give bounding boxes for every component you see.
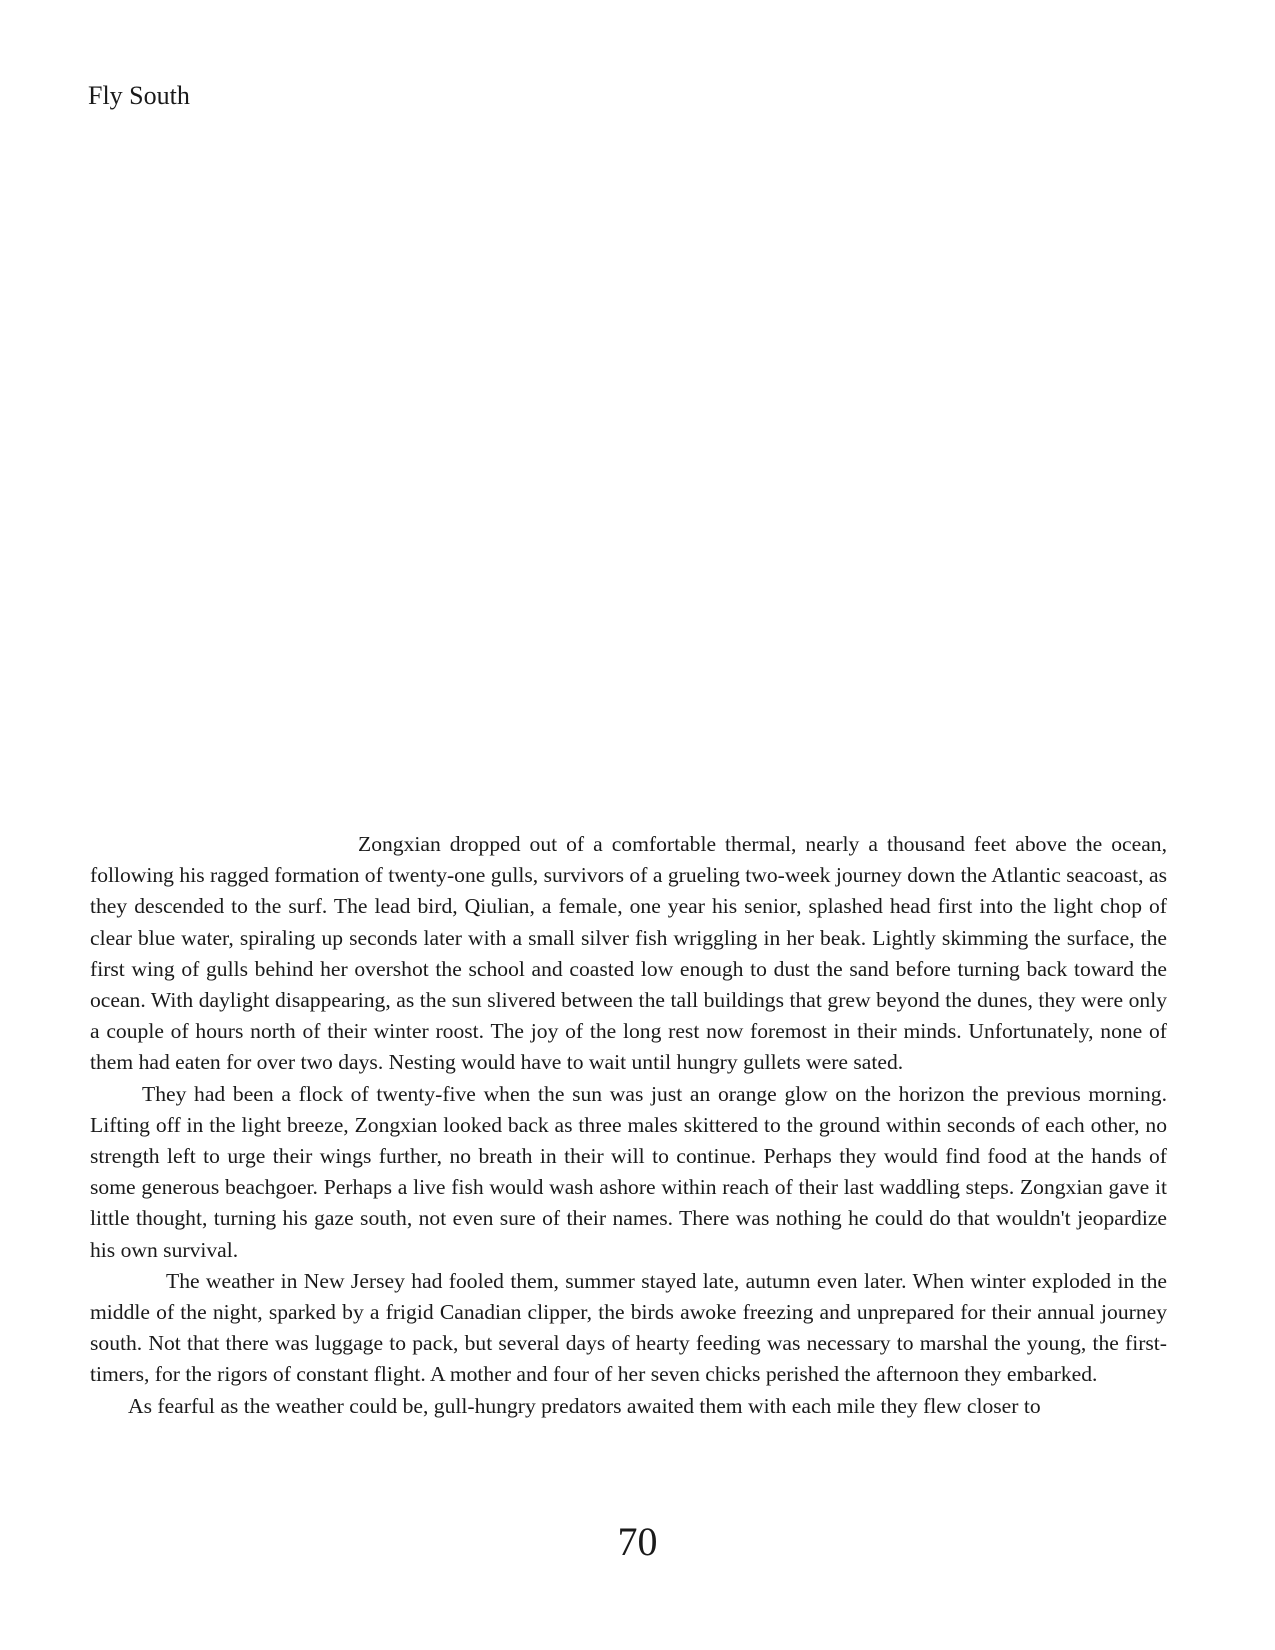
running-header: Fly South (88, 81, 190, 110)
paragraph-2: They had been a flock of twenty-five when the sun was just an orange glow on the horizon the previous morning. Lifting off in the light breeze, Zongxian looked back as three males skittered to the ground within seconds of each other, no strength left to urge their wings further, no breath in their will to continue. Perhaps they would find food at the hands of some generous beachgoer. Perhaps a live fish would wash ashore within reach of their last waddling steps. Zongxian gave it little thought, turning his gaze south, not even sure of their names. There was nothing he could do that wouldn't jeopardize his own survival. (90, 1081, 1167, 1262)
body-text (90, 829, 1167, 1422)
paragraph-4: As fearful as the weather could be, gull-hungry predators awaited them with each mile they flew closer to (128, 1393, 1041, 1418)
paragraph-1: Zongxian dropped out of a comfortable thermal, nearly a thousand feet above the ocean, following his ragged formation of twenty-one gulls, survivors of a grueling two-week journey down the Atlantic seacoast, as they descended to the surf. The lead bird, Qiulian, a female, one year his senior, splashed head first into the light chop of clear blue water, spiraling up seconds later with a small silver fish wriggling in her beak. Lightly skimming the surface, the first wing of gulls behind her overshot the school and coasted low enough to dust the sand before turning back toward the ocean. With daylight disappearing, as the sun slivered between the tall buildings that grew beyond the dunes, they were only a couple of hours north of their winter roost. The joy of the long rest now foremost in their minds. Unfortunately, none of them had eaten for over two days. Nesting would have to wait until hungry gullets were sated. (90, 832, 1167, 1075)
paragraph-3: The weather in New Jersey had fooled them, summer stayed late, autumn even later. When winter exploded in the middle of the night, sparked by a frigid Canadian clipper, the birds awoke freezing and unprepared for their annual journey south. Not that there was luggage to pack, but several days of hearty feeding was necessary to marshal the young, the first-timers, for the rigors of constant flight. A mother and four of her seven chicks perished the afternoon they embarked. (90, 1268, 1167, 1387)
page-number: 70 (617, 1519, 658, 1564)
